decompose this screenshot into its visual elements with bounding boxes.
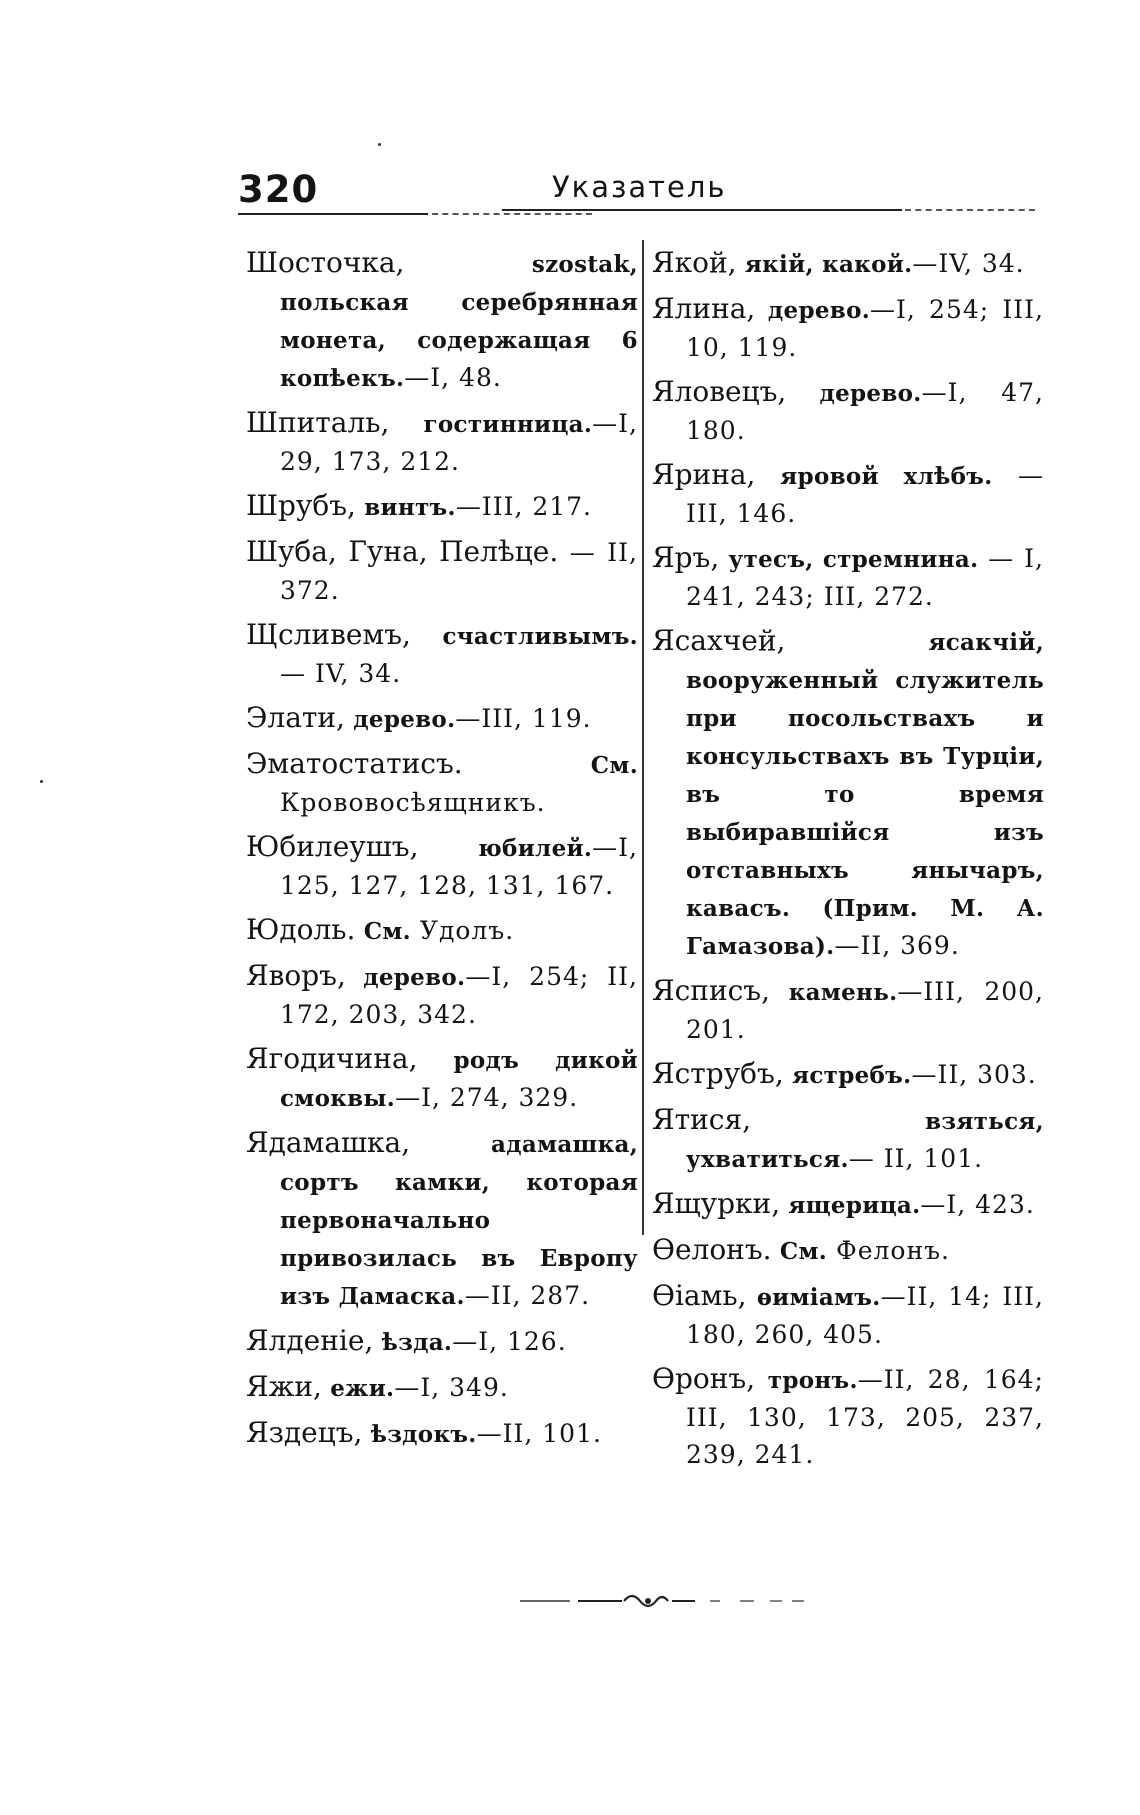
index-refs: — II, 101. <box>848 1144 984 1173</box>
index-headword: Яздецъ, <box>246 1416 363 1449</box>
index-entry <box>652 1277 1044 1353</box>
index-gloss: якій, какой. <box>736 251 913 278</box>
index-refs: —II, 369. <box>834 931 960 960</box>
index-refs: —I, 254; II, 172, 203, 342. <box>280 962 638 1029</box>
index-headword: Шуба, Гуна, Пелѣце. <box>246 535 559 568</box>
index-gloss: счастливымъ. <box>410 623 638 650</box>
index-gloss: дерево. <box>786 380 922 407</box>
index-entry <box>652 290 1044 366</box>
index-headword: Щсливемъ, <box>246 618 411 651</box>
index-refs: —I, 48. <box>404 363 502 392</box>
index-headword: Ядамашка, <box>246 1126 411 1159</box>
index-entry <box>246 699 638 738</box>
index-gloss: камень. <box>770 979 898 1006</box>
index-refs: —I, 254; III, 10, 119. <box>686 295 1044 362</box>
index-gloss: утесъ, стремнина. <box>719 546 979 573</box>
index-entry <box>246 957 638 1033</box>
index-refs: —II, 287. <box>464 1281 591 1310</box>
index-gloss: винтъ. <box>355 494 456 521</box>
index-entry <box>246 1124 638 1315</box>
index-entry <box>246 616 638 692</box>
left-column <box>246 244 638 1460</box>
index-gloss: См. <box>462 752 638 779</box>
index-headword: Юбилеушъ, <box>246 830 419 863</box>
index-gloss: дерево. <box>345 964 466 991</box>
index-refs: — IV, 34. <box>280 659 402 688</box>
index-gloss: ястребъ. <box>783 1062 912 1089</box>
index-refs: — III, 146. <box>686 461 1044 528</box>
index-headword: Шпиталь, <box>246 406 390 439</box>
index-gloss: юбилей. <box>418 835 593 862</box>
header-rule-left <box>238 213 428 215</box>
index-headword: Шрубъ, <box>246 489 356 522</box>
index-refs: —II, 303. <box>911 1060 1037 1089</box>
index-gloss: ящерица. <box>780 1192 921 1219</box>
index-gloss: тронъ. <box>755 1367 858 1394</box>
index-gloss: родъ дикой смоквы. <box>280 1047 638 1112</box>
index-gloss: См. <box>355 918 411 945</box>
index-entry <box>246 533 638 609</box>
index-entry <box>652 1101 1044 1178</box>
index-gloss: взяться, ухватиться. <box>686 1108 1044 1173</box>
index-entry <box>652 622 1044 965</box>
index-headword: Якой, <box>652 246 737 279</box>
index-entry <box>246 487 638 526</box>
index-refs: — I, 241, 243; III, 272. <box>686 544 1044 611</box>
index-entry <box>652 1360 1044 1473</box>
index-refs: —IV, 34. <box>912 249 1025 278</box>
index-headword: Эматостатисъ. <box>246 747 463 780</box>
index-gloss: ежи. <box>321 1375 395 1402</box>
index-gloss: яровой хлѣбъ. <box>755 463 993 490</box>
index-gloss: ясакчій, вооруженный служитель при посольствахъ и консульствахъ въ Турціи, въ то время выбиравшійся изъ отставныхъ янычаръ, кавасъ. (Прим. М. А. Гамазова). <box>686 629 1044 960</box>
index-refs: —III, 119. <box>455 704 592 733</box>
index-refs: —I, 423. <box>920 1190 1035 1219</box>
index-refs: —III, 217. <box>455 492 592 521</box>
page-number: 320 <box>238 168 319 211</box>
index-entry <box>652 1055 1044 1094</box>
fleuron-ornament <box>520 1588 805 1614</box>
index-entry <box>652 456 1044 532</box>
column-divider <box>642 240 644 1235</box>
index-gloss: См. <box>771 1238 828 1265</box>
index-refs: —I, 126. <box>452 1327 567 1356</box>
index-gloss: ѣзда. <box>373 1329 453 1356</box>
index-headword: Ясахчей, <box>652 624 786 657</box>
running-head: Указатель <box>552 170 727 204</box>
index-entry <box>246 1322 638 1361</box>
index-gloss: szostak, польская серебрянная монета, содержащая 6 копѣекъ. <box>280 251 638 392</box>
index-headword: Ярина, <box>652 458 756 491</box>
index-headword: Юдоль. <box>246 913 356 946</box>
index-headword: Яворъ, <box>246 959 346 992</box>
index-entry <box>652 972 1044 1048</box>
index-entry <box>246 745 638 821</box>
index-gloss: дерево. <box>344 706 456 733</box>
index-refs: —I, 349. <box>394 1373 509 1402</box>
index-entry <box>246 1414 638 1453</box>
index-entry <box>246 1368 638 1407</box>
index-refs: —I, 29, 173, 212. <box>280 409 638 476</box>
index-entry <box>652 1231 1044 1270</box>
index-entry <box>246 404 638 480</box>
index-headword: Ѳелонъ. <box>652 1233 772 1266</box>
index-headword: Шосточка, <box>246 246 405 279</box>
index-refs: — II, 372. <box>280 538 638 605</box>
index-headword: Ягодичина, <box>246 1042 418 1075</box>
index-headword: Яловецъ, <box>652 375 787 408</box>
index-headword: Элати, <box>246 701 345 734</box>
index-entry <box>652 1185 1044 1224</box>
index-refs: —I, 125, 127, 128, 131, 167. <box>280 833 638 900</box>
index-gloss: адамашка, сортъ камки, которая первоначально привозилась въ Европу изъ Дамаска. <box>280 1131 638 1310</box>
index-entry <box>246 911 638 950</box>
index-refs: —III, 200, 201. <box>686 977 1044 1044</box>
index-refs: —II, 28, 164; III, 130, 173, 205, 237, 239, 241. <box>686 1365 1044 1469</box>
speck-mark <box>40 780 43 783</box>
index-headword: Яръ, <box>652 541 720 574</box>
header-rule-right-dash <box>905 209 1035 211</box>
index-refs: —II, 14; III, 180, 260, 405. <box>686 1282 1044 1349</box>
header-rule-left-dash <box>432 213 592 215</box>
index-refs: —I, 274, 329. <box>395 1083 579 1112</box>
index-refs: Удолъ. <box>410 916 515 945</box>
index-gloss: ѳиміамъ. <box>746 1284 881 1311</box>
index-headword: Ѳронъ, <box>652 1362 756 1395</box>
index-refs: —II, 101. <box>476 1419 602 1448</box>
index-entry <box>652 244 1044 283</box>
header-rule-right <box>502 209 902 211</box>
index-gloss: дерево. <box>755 297 871 324</box>
index-headword: Яжи, <box>246 1370 322 1403</box>
index-entry <box>652 373 1044 449</box>
index-entry <box>246 1040 638 1117</box>
index-headword: Ясписъ, <box>652 974 771 1007</box>
index-gloss: гостинница. <box>389 411 593 438</box>
speck-mark <box>378 143 381 146</box>
index-headword: Ящурки, <box>652 1187 781 1220</box>
index-gloss: ѣздокъ. <box>362 1421 477 1448</box>
index-entry <box>246 244 638 397</box>
right-column <box>652 244 1044 1480</box>
index-entry <box>652 539 1044 615</box>
index-headword: Ялденіе, <box>246 1324 374 1357</box>
index-headword: Ѳіамь, <box>652 1279 747 1312</box>
index-headword: Ялина, <box>652 292 756 325</box>
index-headword: Яструбъ, <box>652 1057 784 1090</box>
index-entry <box>246 828 638 904</box>
index-headword: Ятися, <box>652 1103 752 1136</box>
index-refs: Крововосѣящникъ. <box>280 788 546 817</box>
index-refs: —I, 47, 180. <box>686 378 1045 445</box>
index-refs: Фелонъ. <box>827 1236 950 1265</box>
